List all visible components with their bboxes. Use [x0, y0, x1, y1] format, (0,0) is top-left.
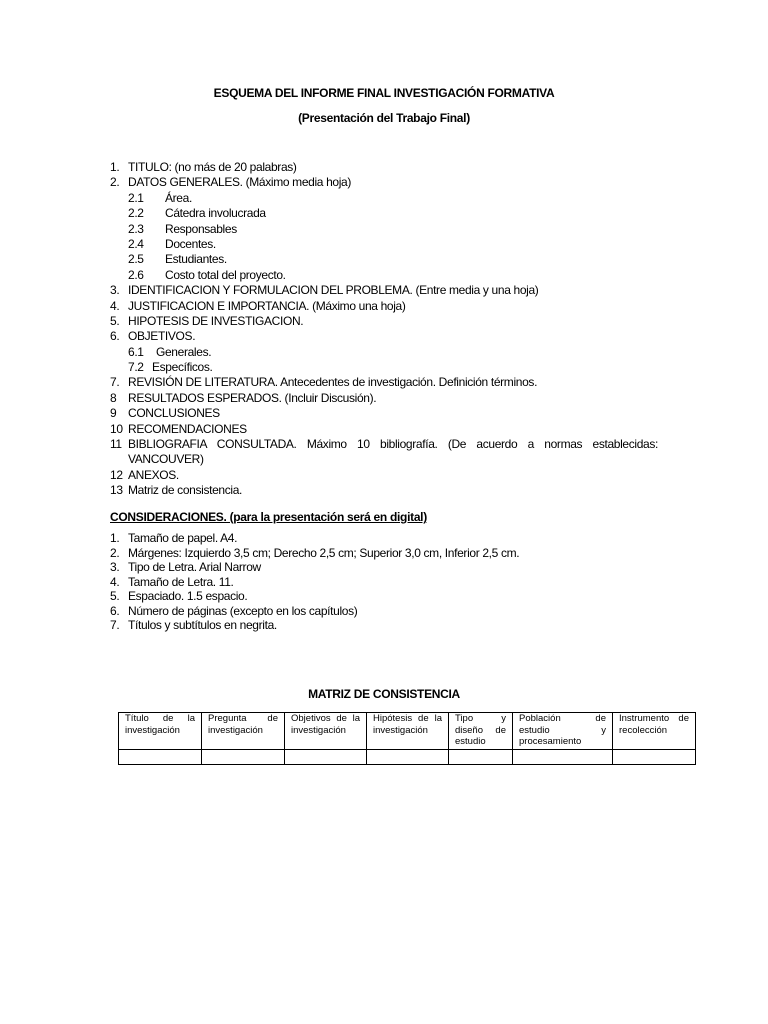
list-item: 2. DATOS GENERALES. (Máximo media hoja) [110, 175, 352, 190]
list-item: 2.2 Cátedra involucrada [128, 206, 266, 221]
table-header-cell: Hipótesis de la investigación [367, 713, 449, 750]
list-item: 5. HIPOTESIS DE INVESTIGACION. [110, 313, 304, 328]
table-cell [119, 750, 202, 765]
table-header-cell: Tipo y diseño de estudio [449, 713, 513, 750]
table-header-cell: Población de estudio y procesamiento [513, 713, 613, 750]
table-header-cell: Título de la investigación [119, 713, 202, 750]
list-item: 1. Tamaño de papel. A4. [110, 531, 238, 545]
list-item: 1. TITULO: (no más de 20 palabras) [110, 160, 297, 174]
list-item: 2.4 Docentes. [128, 236, 216, 251]
list-item: 11 BIBLIOGRAFIA CONSULTADA. Máximo 10 bibliografía. (De acuerdo a normas establecidas: VANCOUVER) [110, 437, 658, 467]
list-item: 3. IDENTIFICACION Y FORMULACION DEL PROBLEMA. (Entre media y una hoja) [110, 283, 539, 298]
document-title: ESQUEMA DEL INFORME FINAL INVESTIGACIÓN FORMATIVA [213, 86, 555, 100]
table-cell [367, 750, 449, 765]
list-item: 13 Matriz de consistencia. [110, 483, 243, 498]
considerations-heading: CONSIDERACIONES. (para la presentación será en digital) [110, 510, 427, 524]
table-header-cell: Pregunta de investigación [202, 713, 285, 750]
list-item: 7.2 Específicos. [128, 360, 213, 375]
consistency-matrix-table [118, 712, 696, 765]
list-item: 4. Tamaño de Letra. 11. [110, 574, 234, 589]
list-item: 6. OBJETIVOS. [110, 329, 196, 344]
table-cell [449, 750, 513, 765]
list-item: 2.6 Costo total del proyecto. [128, 267, 286, 282]
list-item: 2. Márgenes: Izquierdo 3,5 cm; Derecho 2,5 cm; Superior 3,0 cm, Inferior 2,5 cm. [110, 545, 520, 560]
list-item: 9 CONCLUSIONES [110, 406, 220, 421]
table-header-cell: Instrumento de recolección [613, 713, 696, 750]
list-item: 7. Títulos y subtítulos en negrita. [110, 618, 277, 632]
table-cell [613, 750, 696, 765]
list-item: 6.1 Generales. [128, 344, 212, 359]
list-item: 12 ANEXOS. [110, 467, 179, 482]
table-header-row [119, 713, 696, 750]
list-item: 6. Número de páginas (excepto en los capítulos) [110, 603, 358, 618]
table-cell [285, 750, 367, 765]
table-header-cell: Objetivos de la investigación [285, 713, 367, 750]
table-cell [202, 750, 285, 765]
list-item: 2.1 Área. [128, 190, 192, 205]
list-item: 10 RECOMENDACIONES [110, 421, 247, 436]
list-item: 2.3 Responsables [128, 221, 237, 236]
list-item: 4. JUSTIFICACION E IMPORTANCIA. (Máximo una hoja) [110, 298, 406, 313]
list-item: 3. Tipo de Letra. Arial Narrow [110, 560, 261, 574]
considerations-list [110, 531, 658, 633]
list-item: 2.5 Estudiantes. [128, 252, 227, 267]
outline-list [110, 160, 658, 499]
list-item: 8 RESULTADOS ESPERADOS. (Incluir Discusión). [110, 390, 377, 405]
matrix-title: MATRIZ DE CONSISTENCIA [308, 687, 460, 701]
document-subtitle: (Presentación del Trabajo Final) [298, 111, 470, 125]
table-cell [513, 750, 613, 765]
list-item: 7. REVISIÓN DE LITERATURA. Antecedentes de investigación. Definición términos. [110, 375, 538, 390]
list-item: 5. Espaciado. 1.5 espacio. [110, 589, 248, 603]
table-row [119, 750, 696, 765]
